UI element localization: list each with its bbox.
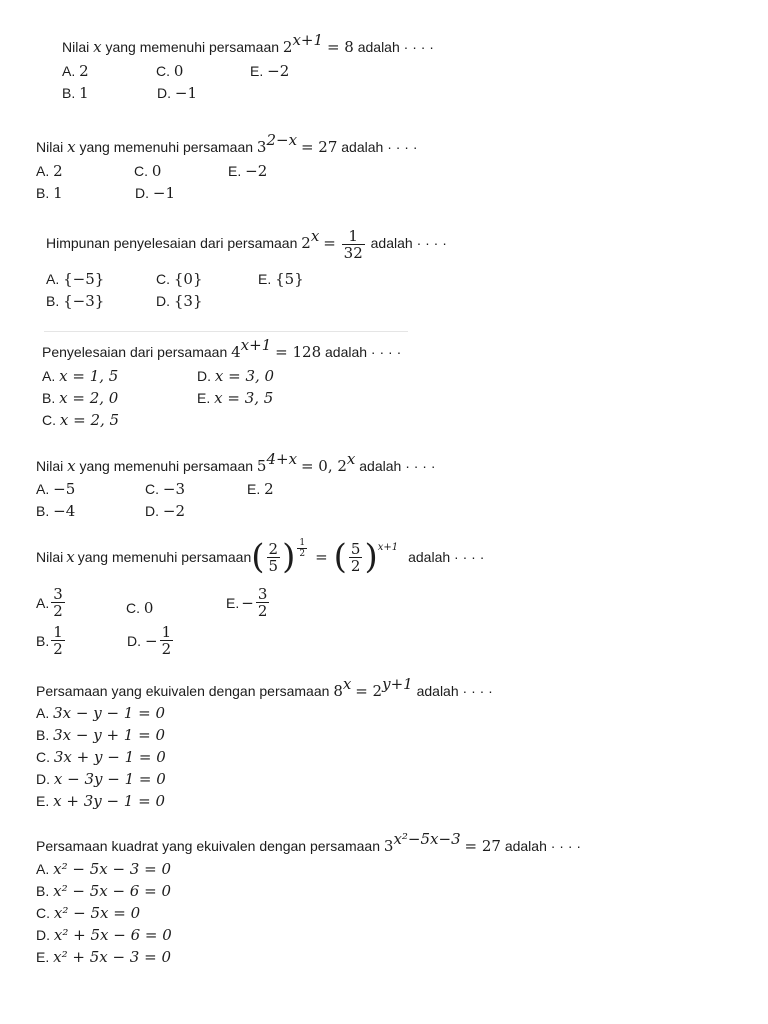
open-paren: ( [251, 537, 265, 577]
q6-option-b[interactable]: B. $\frac{1}{2}$ [36, 623, 63, 658]
question-1-stem: Nilai x yang memenuhi persamaan $2^{x+1} = 8$ adalah · · · · [62, 31, 434, 56]
q7-option-c[interactable]: C. 3x + y − 1 = 0 [36, 748, 166, 766]
q6-option-c[interactable]: C. 0 [126, 599, 154, 617]
q4-option-d[interactable]: D. x = 3, 0 [197, 367, 275, 385]
q7-option-a[interactable]: A. 3x − y − 1 = 0 [36, 704, 166, 722]
q3-option-a[interactable]: A. {−5} [46, 270, 105, 288]
q5-option-b[interactable]: B. −4 [36, 502, 76, 520]
question-5-stem: Nilai x yang memenuhi persamaan $5^{4+x} = 0$, 2$^x$ adalah · · · · [36, 450, 436, 475]
q8-option-d[interactable]: D. x² + 5x − 6 = 0 [36, 926, 172, 944]
q4-option-b[interactable]: B. x = 2, 0 [42, 389, 119, 407]
q3-option-c[interactable]: C. {0} [156, 270, 203, 288]
q1-option-e[interactable]: E. −2 [250, 62, 290, 80]
q3-option-d[interactable]: D. {3} [156, 292, 203, 310]
question-8-stem: Persamaan kuadrat yang ekuivalen dengan persamaan $3^{x^2-5x-3} = 27$ adalah · · · · [36, 830, 582, 855]
q1-option-c[interactable]: C. 0 [156, 62, 184, 80]
q8-option-c[interactable]: C. x² − 5x = 0 [36, 904, 141, 922]
close-paren: ) [364, 537, 378, 577]
question-3-stem: Himpunan penyelesaian dari persamaan 2$^x$ = $\frac{1}{32}$ adalah · · · · [46, 227, 447, 262]
section-divider [44, 331, 408, 332]
close-paren: ) [282, 537, 296, 577]
question-2-stem: Nilai x yang memenuhi persamaan $3^{2-x} = 27$ adalah · · · · [36, 131, 418, 156]
q2-option-d[interactable]: D. −1 [135, 184, 176, 202]
q6-option-e[interactable]: E. − $\frac{3}{2}$ [226, 585, 268, 620]
open-paren: ( [333, 537, 347, 577]
q7-option-d[interactable]: D. x − 3y − 1 = 0 [36, 770, 166, 788]
q5-option-d[interactable]: D. −2 [145, 502, 186, 520]
q6-right-fraction: $\frac{5}{2}$ [350, 539, 361, 575]
q1-option-b[interactable]: B. 1 [62, 84, 89, 102]
q1-option-d[interactable]: D. −1 [157, 84, 198, 102]
q2-option-e[interactable]: E. −2 [228, 162, 268, 180]
q7-option-e[interactable]: E. x + 3y − 1 = 0 [36, 792, 166, 810]
q6-left-fraction: $\frac{2}{5}$ [268, 539, 279, 575]
q4-option-a[interactable]: A. x = 1, 5 [42, 367, 119, 385]
q5-option-a[interactable]: A. −5 [36, 480, 76, 498]
q6-option-d[interactable]: D. − $\frac{1}{2}$ [127, 623, 172, 658]
q7-option-b[interactable]: B. 3x − y + 1 = 0 [36, 726, 166, 744]
q5-option-e[interactable]: E. 2 [247, 480, 274, 498]
q8-option-a[interactable]: A. x² − 5x − 3 = 0 [36, 860, 172, 878]
question-7-stem: Persamaan yang ekuivalen dengan persamaan $8^x = 2^{y+1}$ adalah · · · · [36, 675, 493, 700]
q5-option-c[interactable]: C. −3 [145, 480, 186, 498]
q8-option-e[interactable]: E. x² + 5x − 3 = 0 [36, 948, 172, 966]
q2-option-a[interactable]: A. 2 [36, 162, 63, 180]
q3-fraction: $\frac{1}{32}$ [343, 227, 363, 262]
q1-option-a[interactable]: A. 2 [62, 62, 89, 80]
question-6-stem: Nilai x yang memenuhi persamaan ( $\frac{2}{5}$ ) $\frac{1}{2}$ = ( $\frac{5}{2}$ ) x+1 adalah · · · · [36, 537, 485, 577]
q3-option-e[interactable]: E. {5} [258, 270, 304, 288]
question-4-stem: Penyelesaian dari persamaan $4^{x+1} = 128$ adalah · · · · [42, 336, 402, 361]
q6-left-exponent: $\frac{1}{2}$ [299, 538, 306, 559]
q3-option-b[interactable]: B. {−3} [46, 292, 105, 310]
q2-option-c[interactable]: C. 0 [134, 162, 162, 180]
q2-option-b[interactable]: B. 1 [36, 184, 63, 202]
q4-option-c[interactable]: C. x = 2, 5 [42, 411, 120, 429]
q6-option-a[interactable]: A. $\frac{3}{2}$ [36, 585, 63, 620]
q8-option-b[interactable]: B. x² − 5x − 6 = 0 [36, 882, 172, 900]
q4-option-e[interactable]: E. x = 3, 5 [197, 389, 274, 407]
